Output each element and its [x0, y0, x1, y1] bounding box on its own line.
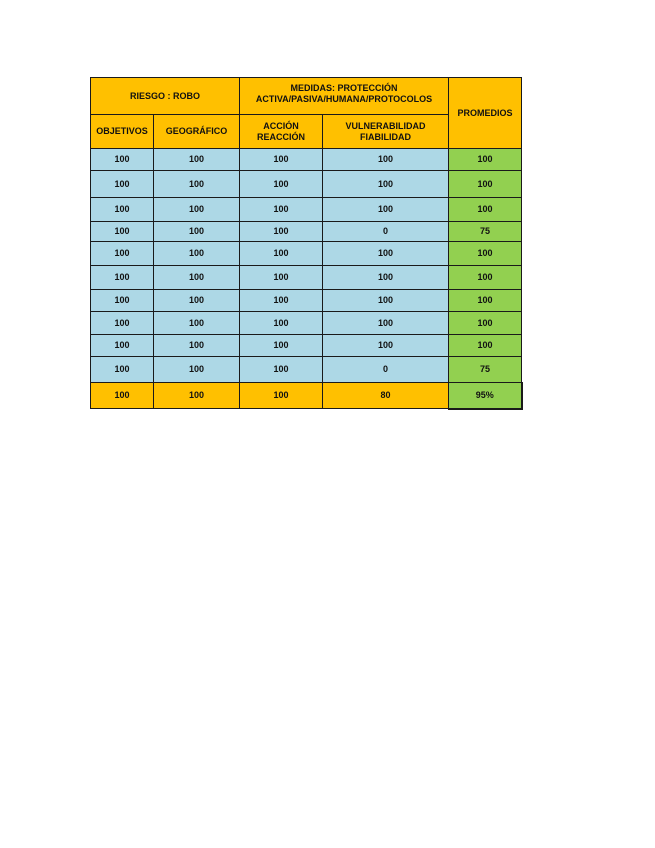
value-cell: 100 [323, 149, 449, 171]
value-cell: 100 [91, 335, 154, 357]
value-cell: 100 [91, 222, 154, 242]
value-cell: 100 [240, 312, 323, 335]
value-cell: 100 [91, 171, 154, 198]
promedio-cell: 100 [449, 242, 522, 266]
promedios-header: PROMEDIOS [449, 78, 522, 149]
promedio-cell: 100 [449, 149, 522, 171]
value-cell: 100 [323, 312, 449, 335]
table-row [91, 222, 522, 242]
value-cell: 100 [154, 242, 240, 266]
table-row [91, 290, 522, 312]
value-cell: 100 [91, 290, 154, 312]
value-cell: 100 [323, 242, 449, 266]
value-cell: 100 [240, 149, 323, 171]
value-cell: 100 [323, 266, 449, 290]
value-cell: 100 [240, 242, 323, 266]
total-cell: 100 [154, 383, 240, 409]
total-cell: 100 [91, 383, 154, 409]
value-cell: 100 [240, 198, 323, 222]
promedio-cell: 75 [449, 357, 522, 383]
promedio-cell: 100 [449, 198, 522, 222]
value-cell: 100 [240, 171, 323, 198]
promedio-cell: 100 [449, 335, 522, 357]
value-cell: 100 [240, 335, 323, 357]
medidas-header-text: MEDIDAS: PROTECCIÓN ACTIVA/PASIVA/HUMANA/PROTOCOLOS [255, 83, 433, 104]
table-row [91, 171, 522, 198]
promedio-cell: 100 [449, 290, 522, 312]
value-cell: 0 [323, 357, 449, 383]
table-row [91, 198, 522, 222]
col-header-geografico: GEOGRÁFICO [154, 115, 240, 149]
table-row [91, 149, 522, 171]
header-row-1 [91, 78, 522, 115]
table-row [91, 312, 522, 335]
value-cell: 100 [323, 198, 449, 222]
riesgo-header: RIESGO : ROBO [91, 78, 240, 115]
risk-table [90, 77, 523, 410]
total-cell: 80 [323, 383, 449, 409]
col-header-accion-reaccion: ACCIÓN REACCIÓN [240, 115, 323, 149]
totals-row [91, 383, 522, 409]
col-header-objetivos: OBJETIVOS [91, 115, 154, 149]
table-row [91, 266, 522, 290]
value-cell: 100 [154, 290, 240, 312]
value-cell: 100 [240, 222, 323, 242]
promedio-cell: 100 [449, 266, 522, 290]
value-cell: 100 [91, 149, 154, 171]
value-cell: 100 [240, 290, 323, 312]
promedio-cell: 100 [449, 171, 522, 198]
total-promedio-cell: 95% [449, 383, 522, 409]
total-cell: 100 [240, 383, 323, 409]
value-cell: 100 [91, 266, 154, 290]
table-row [91, 242, 522, 266]
value-cell: 100 [240, 266, 323, 290]
table-row [91, 357, 522, 383]
value-cell: 100 [154, 198, 240, 222]
value-cell: 100 [154, 266, 240, 290]
value-cell: 0 [323, 222, 449, 242]
value-cell: 100 [91, 198, 154, 222]
promedio-cell: 100 [449, 312, 522, 335]
promedio-cell: 75 [449, 222, 522, 242]
value-cell: 100 [91, 357, 154, 383]
value-cell: 100 [154, 357, 240, 383]
value-cell: 100 [154, 149, 240, 171]
value-cell: 100 [154, 312, 240, 335]
value-cell: 100 [323, 171, 449, 198]
table-row [91, 335, 522, 357]
value-cell: 100 [240, 357, 323, 383]
medidas-header [240, 78, 449, 115]
value-cell: 100 [154, 171, 240, 198]
value-cell: 100 [91, 312, 154, 335]
value-cell: 100 [323, 335, 449, 357]
value-cell: 100 [154, 335, 240, 357]
col-header-vulnerabilidad: VULNERABILIDAD FIABILIDAD [323, 115, 449, 149]
value-cell: 100 [154, 222, 240, 242]
value-cell: 100 [323, 290, 449, 312]
value-cell: 100 [91, 242, 154, 266]
